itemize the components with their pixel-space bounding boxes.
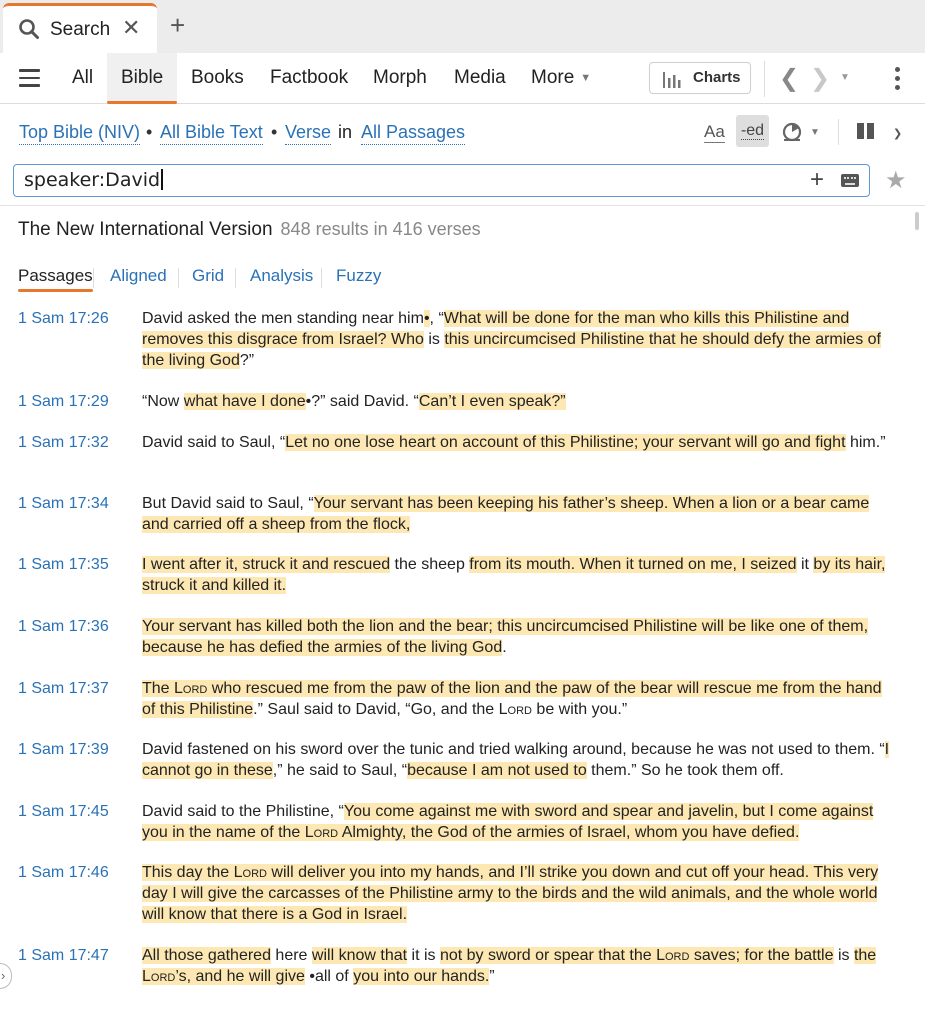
divider	[235, 268, 236, 288]
match-forms-button[interactable]: -ed	[736, 115, 769, 147]
tab-strip	[0, 0, 925, 53]
chevron-right-icon: ›	[1, 968, 6, 983]
verse-text[interactable]: “Now what have I done•?” said David. “Can’t I even speak?”	[142, 393, 566, 410]
nav-morph[interactable]: Morph	[373, 67, 427, 88]
verse-text[interactable]: David said to Saul, “Let no one lose heart on account of this Philistine; your servant will go and fight him.”	[142, 434, 886, 451]
bar-chart-icon	[663, 72, 685, 88]
tab-analysis[interactable]: Analysis	[250, 266, 314, 285]
verse-text[interactable]: David said to the Philistine, “You come against me with sword and spear and javelin, but I come against you in the name of the Lord Almighty, the God of the armies of Israel, whom you have defied.	[142, 803, 874, 841]
new-tab-button[interactable]: +	[170, 10, 186, 40]
verse-reference[interactable]: 1 Sam 17:37	[18, 680, 109, 697]
nav-all[interactable]: All	[72, 67, 94, 88]
divider	[0, 205, 925, 206]
history-dropdown-icon[interactable]: ▼	[840, 72, 850, 83]
chevron-down-icon[interactable]: ▼	[810, 127, 820, 138]
forward-arrow-icon[interactable]: ❯	[810, 65, 831, 92]
in-label: in	[338, 122, 353, 142]
separator-dot: •	[271, 122, 278, 142]
verse-reference[interactable]: 1 Sam 17:39	[18, 741, 109, 758]
verse-reference[interactable]: 1 Sam 17:45	[18, 803, 109, 820]
search-query[interactable]: speaker:David	[24, 169, 163, 191]
tab-passages[interactable]: Passages	[18, 266, 93, 285]
expand-panel-handle[interactable]	[0, 963, 12, 989]
search-type-bar	[0, 53, 925, 104]
tab-grid[interactable]: Grid	[192, 266, 225, 285]
divider	[178, 268, 179, 288]
unit-selector[interactable]: Verse	[285, 122, 331, 145]
verse-reference[interactable]: 1 Sam 17:26	[18, 310, 109, 327]
search-input[interactable]	[13, 164, 870, 197]
verse-text[interactable]: David asked the men standing near him•, “What will be done for the man who kills this Philistine and removes this disgrace from Israel? Who is this uncircumcised Philistine that he should defy the armies of the living God?”	[142, 310, 881, 369]
verse-text[interactable]: Your servant has killed both the lion and the bear; this uncircumcised Philistine will be like one of them, because he has defied the armies of the living God.	[142, 618, 869, 656]
results-count: 848 results in 416 verses	[280, 219, 481, 239]
timer-icon[interactable]	[780, 119, 804, 143]
menu-icon[interactable]	[19, 69, 40, 87]
verse-reference[interactable]: 1 Sam 17:34	[18, 495, 109, 512]
close-icon[interactable]: ✕	[122, 15, 141, 40]
search-config	[0, 105, 925, 161]
scope-selector[interactable]: All Bible Text	[160, 122, 263, 145]
verse-reference[interactable]: 1 Sam 17:29	[18, 393, 109, 410]
back-arrow-icon[interactable]: ❮	[779, 65, 800, 92]
verse-text[interactable]: I went after it, struck it and rescued the sheep from its mouth. When it turned on me, I seized it by its hair, struck it and killed it.	[142, 556, 886, 594]
verse-text[interactable]: David fastened on his sword over the tunic and tried walking around, because he was not used to them. “I cannot go in these,” he said to Saul, “because I am not used to them.” So he took them off.	[142, 741, 890, 779]
add-icon[interactable]: +	[810, 166, 825, 193]
verse-reference[interactable]: 1 Sam 17:35	[18, 556, 109, 573]
divider	[764, 61, 765, 97]
nav-books[interactable]: Books	[191, 67, 244, 88]
verse-reference[interactable]: 1 Sam 17:46	[18, 864, 109, 881]
star-icon[interactable]: ★	[885, 167, 907, 194]
tab-search[interactable]	[3, 3, 157, 53]
more-options-icon[interactable]	[895, 67, 901, 94]
tab-fuzzy[interactable]: Fuzzy	[336, 266, 382, 285]
search-icon	[18, 18, 40, 40]
tab-label: Search	[50, 19, 111, 40]
verse-text[interactable]: The Lord who rescued me from the paw of the lion and the paw of the bear will rescue me from the hand of this Philistine.” Saul said to David, “Go, and the Lord be with you.”	[142, 680, 882, 718]
verse-text[interactable]: All those gathered here will know that it is not by sword or spear that the Lord saves; for the battle is the Lord’s, and he will give •all of you into our hands.”	[142, 947, 877, 985]
separator-dot: •	[146, 122, 153, 142]
nav-bible[interactable]: Bible	[107, 53, 177, 104]
scrollbar[interactable]	[915, 212, 919, 230]
divider	[93, 268, 94, 288]
charts-button[interactable]: Charts	[649, 62, 751, 94]
chevron-down-icon: ▼	[580, 72, 592, 84]
nav-media[interactable]: Media	[454, 67, 506, 88]
nav-factbook[interactable]: Factbook	[270, 67, 349, 88]
divider	[838, 119, 839, 145]
results-title: The New International Version 848 results in 416 verses	[18, 219, 481, 240]
verse-reference[interactable]: 1 Sam 17:32	[18, 434, 109, 451]
divider	[321, 268, 322, 288]
columns-icon[interactable]	[856, 122, 876, 140]
keyboard-icon[interactable]	[841, 174, 859, 187]
chevron-down-icon[interactable]: ❯	[893, 128, 903, 140]
tab-aligned[interactable]: Aligned	[110, 266, 167, 285]
match-case-button[interactable]: Aa	[704, 122, 725, 141]
bible-selector[interactable]: Top Bible (NIV)	[19, 122, 140, 145]
nav-more[interactable]: More ▼	[517, 53, 605, 104]
range-selector[interactable]: All Passages	[361, 122, 465, 145]
verse-reference[interactable]: 1 Sam 17:36	[18, 618, 109, 635]
verse-text[interactable]: This day the Lord will deliver you into my hands, and I’ll strike you down and cut off your head. This very day I will give the carcasses of the Philistine army to the birds and the wild animals, and the whole world will know that there is a God in Israel.	[142, 864, 879, 923]
verse-reference[interactable]: 1 Sam 17:47	[18, 947, 109, 964]
verse-text[interactable]: But David said to Saul, “Your servant has been keeping his father’s sheep. When a lion or a bear came and carried off a sheep from the flock,	[142, 495, 870, 533]
